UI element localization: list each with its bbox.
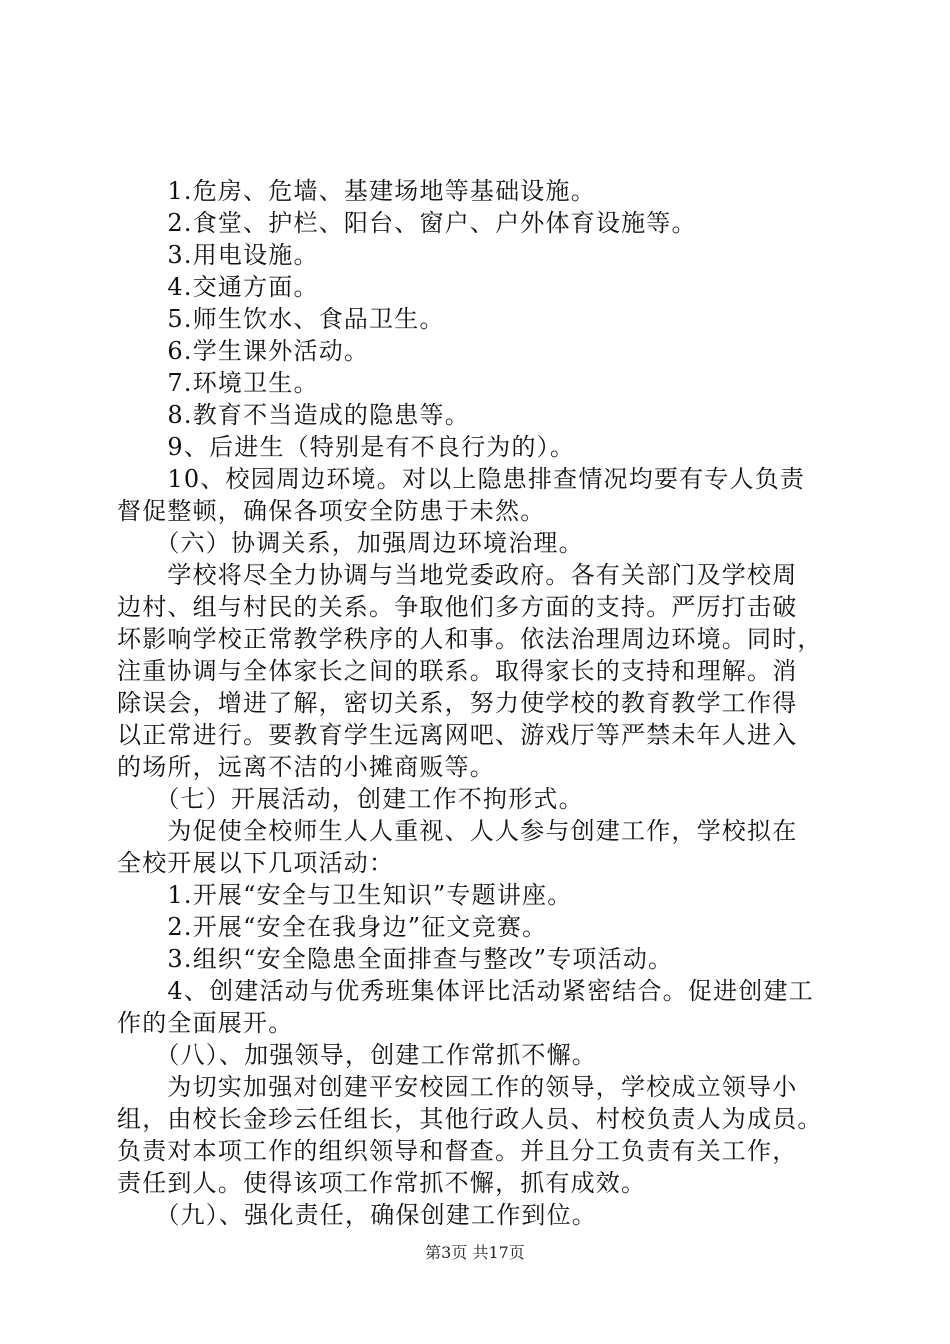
- text-line: 坏影响学校正常教学秩序的人和事。依法治理周边环境。同时，: [117, 625, 823, 653]
- text-line: 3.组织“安全隐患全面排查与整改”专项活动。: [117, 945, 674, 973]
- text-line: 7.环境卫生。: [117, 369, 319, 397]
- text-line: 的场所，远离不洁的小摊商贩等。: [117, 753, 495, 781]
- section-heading: （六）协调关系，加强周边环境治理。: [117, 529, 584, 557]
- text-line: 除误会，增进了解，密切关系，努力使学校的教育教学工作得: [117, 689, 798, 717]
- text-line: 组，由校长金珍云任组长，其他行政人员、村校负责人为成员。: [117, 1105, 823, 1133]
- text-line: 5.师生饮水、食品卫生。: [117, 305, 445, 333]
- document-body: [117, 175, 833, 1231]
- page-number: 第3页 共17页: [425, 1243, 525, 1262]
- page-footer: [0, 1243, 950, 1263]
- text-line: 学校将尽全力协调与当地党委政府。各有关部门及学校周: [117, 561, 798, 589]
- text-line: 全校开展以下几项活动：: [117, 849, 395, 877]
- text-line: 6.学生课外活动。: [117, 337, 370, 365]
- text-line: 负责对本项工作的组织领导和督查。并且分工负责有关工作，: [117, 1137, 798, 1165]
- text-line: 1.危房、危墙、基建场地等基础设施。: [117, 177, 596, 205]
- text-line: 为促使全校师生人人重视、人人参与创建工作，学校拟在: [117, 817, 798, 845]
- text-line: 9、后进生（特别是有不良行为的）。: [117, 433, 576, 461]
- text-line: 作的全面展开。: [117, 1009, 294, 1037]
- text-line: 2.开展“安全在我身边”征文竞赛。: [117, 913, 548, 941]
- section-heading: （八）、加强领导，创建工作常抓不懈。: [117, 1041, 597, 1069]
- text-line: 责任到人。使得该项工作常抓不懈，抓有成效。: [117, 1169, 647, 1197]
- text-line: 1.开展“安全与卫生知识”专题讲座。: [117, 881, 573, 909]
- text-line: 督促整顿，确保各项安全防患于未然。: [117, 497, 546, 525]
- text-line: 3.用电设施。: [117, 241, 319, 269]
- text-line: 以正常进行。要教育学生远离网吧、游戏厅等严禁未年人进入: [117, 721, 798, 749]
- section-heading: （七）开展活动，创建工作不拘形式。: [117, 785, 584, 813]
- text-line: 2.食堂、护栏、阳台、窗户、户外体育设施等。: [117, 209, 697, 237]
- text-line: 4、创建活动与优秀班集体评比活动紧密结合。促进创建工: [117, 977, 814, 1005]
- text-line: 8.教育不当造成的隐患等。: [117, 401, 470, 429]
- section-heading: （九）、强化责任，确保创建工作到位。: [117, 1201, 597, 1229]
- text-line: 边村、组与村民的关系。争取他们多方面的支持。严厉打击破: [117, 593, 798, 621]
- text-line: 10、校园周边环境。对以上隐患排查情况均要有专人负责: [117, 465, 806, 493]
- text-line: 为切实加强对创建平安校园工作的领导，学校成立领导小: [117, 1073, 798, 1101]
- text-line: 注重协调与全体家长之间的联系。取得家长的支持和理解。消: [117, 657, 798, 685]
- text-line: 4.交通方面。: [117, 273, 319, 301]
